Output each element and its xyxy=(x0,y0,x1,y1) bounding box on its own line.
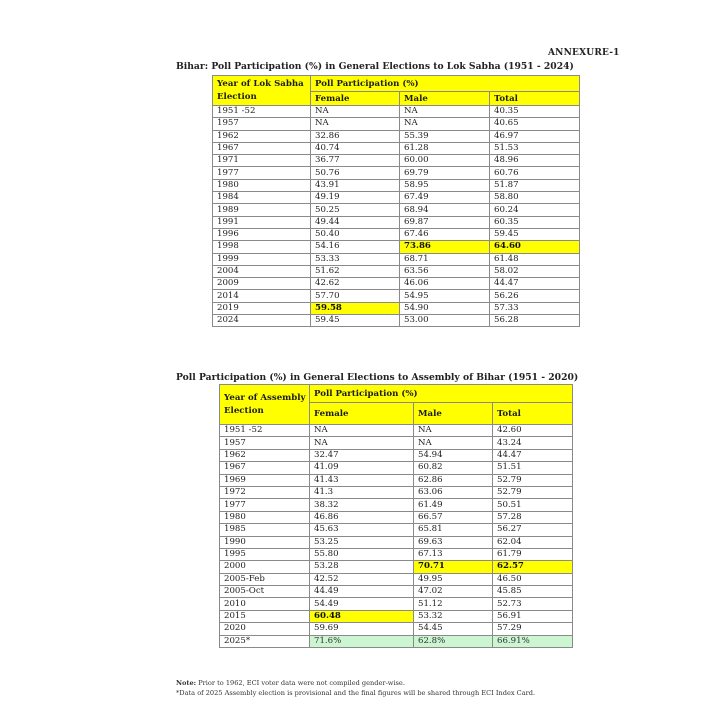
cell-male: 66.57 xyxy=(414,511,493,523)
cell-male: 63.06 xyxy=(414,486,493,498)
table-row xyxy=(220,499,573,511)
header-poll-participation: Poll Participation (%) xyxy=(311,76,580,92)
cell-male: 73.86 xyxy=(400,241,490,253)
cell-year: 1971 xyxy=(213,155,311,167)
table-row xyxy=(213,216,580,228)
cell-year: 1990 xyxy=(220,536,310,548)
cell-year: 1951 -52 xyxy=(220,425,310,437)
cell-total: 56.91 xyxy=(493,610,573,622)
cell-year: 2010 xyxy=(220,598,310,610)
cell-male: NA xyxy=(400,106,490,118)
cell-male: 54.94 xyxy=(414,449,493,461)
header-year: Year of Lok Sabha Election xyxy=(213,76,311,106)
cell-male: 70.71 xyxy=(414,561,493,573)
cell-total: 60.35 xyxy=(490,216,580,228)
header-female: Female xyxy=(310,403,414,425)
cell-total: 57.29 xyxy=(493,623,573,635)
cell-year: 1977 xyxy=(220,499,310,511)
cell-male: 54.45 xyxy=(414,623,493,635)
cell-year: 1957 xyxy=(220,437,310,449)
cell-year: 1951 -52 xyxy=(213,106,311,118)
table-row xyxy=(213,204,580,216)
cell-year: 1985 xyxy=(220,524,310,536)
cell-year: 1999 xyxy=(213,253,311,265)
cell-total: 43.24 xyxy=(493,437,573,449)
assembly-table-title: Poll Participation (%) in General Elections to Assembly of Bihar (1951 - 2020) xyxy=(176,372,579,383)
table-row xyxy=(213,265,580,277)
cell-male: 47.02 xyxy=(414,586,493,598)
table-row xyxy=(220,536,573,548)
table-row xyxy=(220,486,573,498)
cell-total: 51.51 xyxy=(493,462,573,474)
table-row xyxy=(213,130,580,142)
cell-female: 32.86 xyxy=(311,130,400,142)
cell-year: 1967 xyxy=(213,142,311,154)
cell-total: 52.79 xyxy=(493,486,573,498)
cell-male: 62.8% xyxy=(414,635,493,647)
note xyxy=(176,679,405,687)
cell-male: 63.56 xyxy=(400,265,490,277)
cell-total: 50.51 xyxy=(493,499,573,511)
cell-female: 41.43 xyxy=(310,474,414,486)
cell-total: 57.28 xyxy=(493,511,573,523)
lok-sabha-table-body xyxy=(213,106,580,327)
table-row xyxy=(213,192,580,204)
cell-male: 49.95 xyxy=(414,573,493,585)
cell-total: 61.79 xyxy=(493,548,573,560)
cell-total: 62.04 xyxy=(493,536,573,548)
cell-year: 2005-Feb xyxy=(220,573,310,585)
table-row xyxy=(213,228,580,240)
cell-year: 1991 xyxy=(213,216,311,228)
cell-year: 2024 xyxy=(213,315,311,327)
header-year: Year of Assembly Election xyxy=(220,385,310,425)
header-male: Male xyxy=(414,403,493,425)
cell-year: 2019 xyxy=(213,302,311,314)
note-label: Note: xyxy=(176,679,197,687)
cell-total: 59.45 xyxy=(490,228,580,240)
table-row xyxy=(213,118,580,130)
cell-year: 1957 xyxy=(213,118,311,130)
header-total: Total xyxy=(490,92,580,106)
cell-male: NA xyxy=(414,425,493,437)
cell-total: 66.91% xyxy=(493,635,573,647)
table-row xyxy=(213,302,580,314)
table-row xyxy=(220,623,573,635)
note-text: Prior to 1962, ECI voter data were not compiled gender-wise. xyxy=(196,679,405,687)
cell-total: 61.48 xyxy=(490,253,580,265)
cell-female: 59.45 xyxy=(311,315,400,327)
table-row xyxy=(213,278,580,290)
cell-total: 56.27 xyxy=(493,524,573,536)
cell-male: 55.39 xyxy=(400,130,490,142)
cell-male: 60.82 xyxy=(414,462,493,474)
cell-female: 49.44 xyxy=(311,216,400,228)
cell-male: 61.28 xyxy=(400,142,490,154)
cell-year: 1984 xyxy=(213,192,311,204)
table-row xyxy=(220,610,573,622)
header-total: Total xyxy=(493,403,573,425)
cell-total: 58.02 xyxy=(490,265,580,277)
header-male: Male xyxy=(400,92,490,106)
assembly-table-body xyxy=(220,425,573,648)
cell-male: 53.32 xyxy=(414,610,493,622)
cell-male: 61.49 xyxy=(414,499,493,511)
cell-year: 1998 xyxy=(213,241,311,253)
table-row xyxy=(220,548,573,560)
cell-male: 67.46 xyxy=(400,228,490,240)
cell-total: 40.65 xyxy=(490,118,580,130)
cell-year: 2004 xyxy=(213,265,311,277)
cell-total: 42.60 xyxy=(493,425,573,437)
cell-total: 46.50 xyxy=(493,573,573,585)
cell-total: 56.26 xyxy=(490,290,580,302)
cell-female: 50.25 xyxy=(311,204,400,216)
cell-male: 68.71 xyxy=(400,253,490,265)
cell-female: 38.32 xyxy=(310,499,414,511)
cell-total: 40.35 xyxy=(490,106,580,118)
cell-male: NA xyxy=(400,118,490,130)
cell-male: 46.06 xyxy=(400,278,490,290)
cell-year: 2015 xyxy=(220,610,310,622)
cell-female: NA xyxy=(310,437,414,449)
lok-sabha-table-title: Bihar: Poll Participation (%) in General Elections to Lok Sabha (1951 - 2024) xyxy=(176,61,574,72)
table-row xyxy=(220,586,573,598)
cell-year: 1967 xyxy=(220,462,310,474)
cell-year: 1972 xyxy=(220,486,310,498)
cell-male: 67.49 xyxy=(400,192,490,204)
cell-female: 53.25 xyxy=(310,536,414,548)
cell-male: 69.79 xyxy=(400,167,490,179)
cell-male: 69.63 xyxy=(414,536,493,548)
cell-female: NA xyxy=(311,118,400,130)
cell-year: 2025* xyxy=(220,635,310,647)
cell-male: 58.95 xyxy=(400,179,490,191)
header-poll-participation: Poll Participation (%) xyxy=(310,385,573,403)
cell-female: 53.33 xyxy=(311,253,400,265)
cell-female: 42.62 xyxy=(311,278,400,290)
lok-sabha-table xyxy=(212,75,580,327)
table-row xyxy=(220,462,573,474)
cell-total: 60.24 xyxy=(490,204,580,216)
cell-male: 54.95 xyxy=(400,290,490,302)
cell-total: 44.47 xyxy=(493,449,573,461)
cell-female: NA xyxy=(310,425,414,437)
cell-year: 1980 xyxy=(220,511,310,523)
cell-total: 51.53 xyxy=(490,142,580,154)
footnote: *Data of 2025 Assembly election is provisional and the final figures will be shared through ECI Index Card. xyxy=(176,689,536,697)
cell-year: 1969 xyxy=(220,474,310,486)
cell-male: 53.00 xyxy=(400,315,490,327)
header-female: Female xyxy=(311,92,400,106)
table-row xyxy=(220,573,573,585)
cell-total: 46.97 xyxy=(490,130,580,142)
cell-year: 2014 xyxy=(213,290,311,302)
cell-female: NA xyxy=(311,106,400,118)
cell-female: 44.49 xyxy=(310,586,414,598)
assembly-table xyxy=(219,384,573,648)
cell-female: 50.76 xyxy=(311,167,400,179)
cell-total: 60.76 xyxy=(490,167,580,179)
cell-year: 1962 xyxy=(213,130,311,142)
table-row xyxy=(220,511,573,523)
table-row xyxy=(213,315,580,327)
table-row xyxy=(220,598,573,610)
cell-female: 59.58 xyxy=(311,302,400,314)
cell-male: 51.12 xyxy=(414,598,493,610)
cell-male: NA xyxy=(414,437,493,449)
cell-male: 69.87 xyxy=(400,216,490,228)
cell-female: 49.19 xyxy=(311,192,400,204)
table-row xyxy=(213,290,580,302)
cell-male: 60.00 xyxy=(400,155,490,167)
table-row xyxy=(220,449,573,461)
cell-female: 53.28 xyxy=(310,561,414,573)
cell-total: 58.80 xyxy=(490,192,580,204)
annexure-label: ANNEXURE-1 xyxy=(548,48,620,58)
cell-total: 45.85 xyxy=(493,586,573,598)
cell-year: 2020 xyxy=(220,623,310,635)
cell-female: 51.62 xyxy=(311,265,400,277)
cell-year: 2005-Oct xyxy=(220,586,310,598)
cell-total: 62.57 xyxy=(493,561,573,573)
cell-total: 48.96 xyxy=(490,155,580,167)
table-row xyxy=(213,155,580,167)
cell-total: 51.87 xyxy=(490,179,580,191)
cell-female: 42.52 xyxy=(310,573,414,585)
table-row xyxy=(213,179,580,191)
table-row xyxy=(213,167,580,179)
cell-female: 41.3 xyxy=(310,486,414,498)
cell-year: 1980 xyxy=(213,179,311,191)
cell-year: 1996 xyxy=(213,228,311,240)
table-row xyxy=(213,241,580,253)
cell-male: 62.86 xyxy=(414,474,493,486)
cell-total: 56.28 xyxy=(490,315,580,327)
cell-female: 59.69 xyxy=(310,623,414,635)
cell-female: 54.49 xyxy=(310,598,414,610)
cell-female: 40.74 xyxy=(311,142,400,154)
table-row xyxy=(213,106,580,118)
cell-female: 57.70 xyxy=(311,290,400,302)
table-row xyxy=(220,524,573,536)
cell-male: 54.90 xyxy=(400,302,490,314)
table-row xyxy=(213,142,580,154)
cell-year: 1977 xyxy=(213,167,311,179)
cell-male: 65.81 xyxy=(414,524,493,536)
cell-year: 2009 xyxy=(213,278,311,290)
table-row xyxy=(213,253,580,265)
cell-female: 46.86 xyxy=(310,511,414,523)
cell-female: 41.09 xyxy=(310,462,414,474)
table-row xyxy=(220,425,573,437)
cell-female: 43.91 xyxy=(311,179,400,191)
cell-female: 36.77 xyxy=(311,155,400,167)
cell-total: 57.33 xyxy=(490,302,580,314)
table-row xyxy=(220,474,573,486)
cell-female: 71.6% xyxy=(310,635,414,647)
cell-total: 44.47 xyxy=(490,278,580,290)
table-row xyxy=(220,561,573,573)
cell-year: 1995 xyxy=(220,548,310,560)
cell-total: 64.60 xyxy=(490,241,580,253)
cell-female: 55.80 xyxy=(310,548,414,560)
cell-total: 52.79 xyxy=(493,474,573,486)
cell-female: 32.47 xyxy=(310,449,414,461)
cell-year: 1962 xyxy=(220,449,310,461)
cell-male: 67.13 xyxy=(414,548,493,560)
cell-total: 52.73 xyxy=(493,598,573,610)
cell-year: 2000 xyxy=(220,561,310,573)
cell-male: 68.94 xyxy=(400,204,490,216)
cell-female: 50.40 xyxy=(311,228,400,240)
cell-year: 1989 xyxy=(213,204,311,216)
cell-female: 60.48 xyxy=(310,610,414,622)
table-row xyxy=(220,635,573,647)
cell-female: 54.16 xyxy=(311,241,400,253)
cell-female: 45.63 xyxy=(310,524,414,536)
table-row xyxy=(220,437,573,449)
